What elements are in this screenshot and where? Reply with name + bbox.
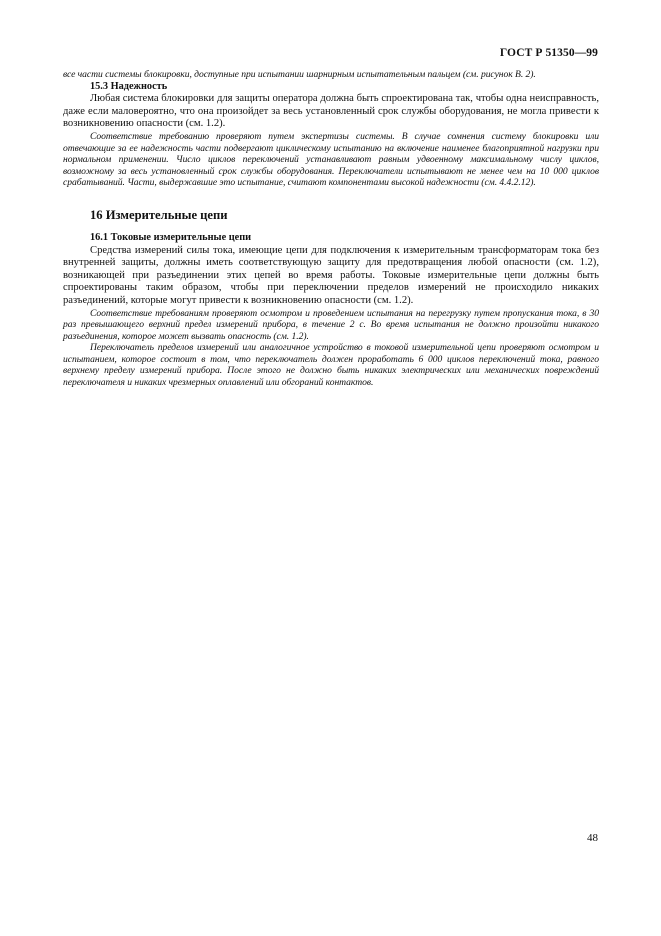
section-16-1-check-1: Соответствие требованиям проверяют осмотром и проведением испытания на перегрузку путем пропускания тока, в 30 раз превышающего верхний предел измерений прибора, в течение 2 с. Во время испытания не должно произойти никакого разъединения, которое может вызвать опасность (см. 1.2). [63,307,599,342]
document-header: ГОСТ Р 51350—99 [499,47,598,59]
section-15-3-check: Соответствие требованию проверяют путем экспертизы системы. В случае сомнения систему блокировки или отвечающие за ее надежность части подвергают циклическому испытанию на включение наименее благоприятной нагрузки при нормальном применении. Число циклов переключений устанавливают равным удвоенному максимальному числу циклов, возможному за весь установленный срок службы оборудования. Переключатели испытывают не менее чем на 10 000 циклов срабатываний. Части, выдержавшие это испытание, считают компонентами высокой надежности (см. 4.4.2.12). [63,130,599,189]
section-15-3-text: Любая система блокировки для защиты оператора должна быть спроектирована так, чтобы одна неисправность, даже если маловероятно, что она произойдет за весь установленный срок службы оборудования, не могла привести к возникновению опасности (см. 1.2). [63,93,599,130]
continuation-paragraph: все части системы блокировки, доступные при испытании шарнирным испытательным пальцем (см. рисунок В. 2). [63,69,536,80]
section-16-1-check-2: Переключатель пределов измерений или аналогичное устройство в токовой измерительной цепи проверяют осмотром и испытанием, которое состоит в том, что переключатель должен проработать 6 000 циклов переключений тока, равного верхнему пределу измерений прибора. После этого не должно быть никаких электрических или механических повреждений переключателя и никаких чрезмерных оплавлений или обгораний контактов. [63,342,599,389]
page-content [63,69,599,389]
section-16-heading: 16 Измерительные цепи [90,207,228,222]
section-15-3-heading: 15.3 Надежность [90,80,168,92]
section-16-1-heading: 16.1 Токовые измерительные цепи [90,231,252,243]
section-16-1-text: Средства измерений силы тока, имеющие цепи для подключения к измерительным трансформаторам тока без внутренней защиты, должны иметь соответствующую защиту для предотвращения любой опасности (см. 1.2), возникающей при разъединении этих цепей во время работы. Токовые измерительные цепи должны быть спроектированы таким образом, чтобы при переключении пределов измерений не происходило никаких разъединений, которые могут привести к возникновению опасности (см. 1.2). [63,244,599,306]
page-number: 48 [587,832,598,844]
